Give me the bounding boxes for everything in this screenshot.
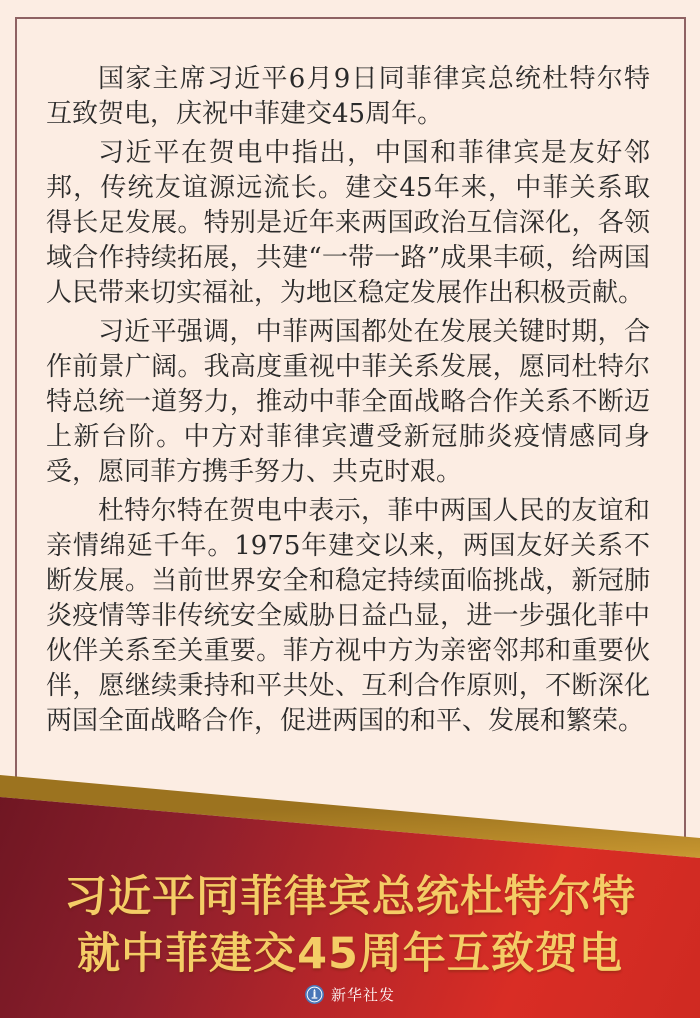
paragraph: 习近平在贺电中指出，中国和菲律宾是友好邻邦，传统友谊源远流长。建交45年来，中菲关系取得长足发展。特别是近年来两国政治互信深化，各领域合作持续拓展，共建“一带一路”成果丰硕，给两国人民带来切实福祉，为地区稳定发展作出积极贡献。 <box>46 138 650 308</box>
paragraph: 国家主席习近平6月9日同菲律宾总统杜特尔特互致贺电，庆祝中菲建交45周年。 <box>46 64 650 129</box>
headline-banner <box>0 770 700 1018</box>
paragraph: 杜特尔特在贺电中表示，菲中两国人民的友谊和亲情绵延千年。1975年建交以来，两国友好关系不断发展。当前世界安全和稳定持续面临挑战，新冠肺炎疫情等非传统安全威胁日益凸显，进一步强化菲中伙伴关系至关重要。菲方视中方为亲密邻邦和重要伙伴，愿继续秉持和平共处、互利合作原则，不断深化两国全面战略合作，促进两国的和平、发展和繁荣。 <box>46 496 650 736</box>
headline-title <box>0 869 700 983</box>
credit-label: 新华社发 <box>330 986 395 1004</box>
article-text <box>46 62 650 743</box>
headline-title-line-1: 习近平同菲律宾总统杜特尔特 <box>64 872 636 922</box>
credit-row <box>0 984 700 1005</box>
xinhua-logo-icon <box>305 985 324 1004</box>
paragraph: 习近平强调，中菲两国都处在发展关键时期，合作前景广阔。我高度重视中菲关系发展，愿同杜特尔特总统一道努力，推动中菲全面战略合作关系不断迈上新台阶。中方对菲律宾遭受新冠肺炎疫情感同身受，愿同菲方携手努力、共克时艰。 <box>46 317 650 487</box>
headline-title-line-2: 就中菲建交45周年互致贺电 <box>77 929 623 979</box>
